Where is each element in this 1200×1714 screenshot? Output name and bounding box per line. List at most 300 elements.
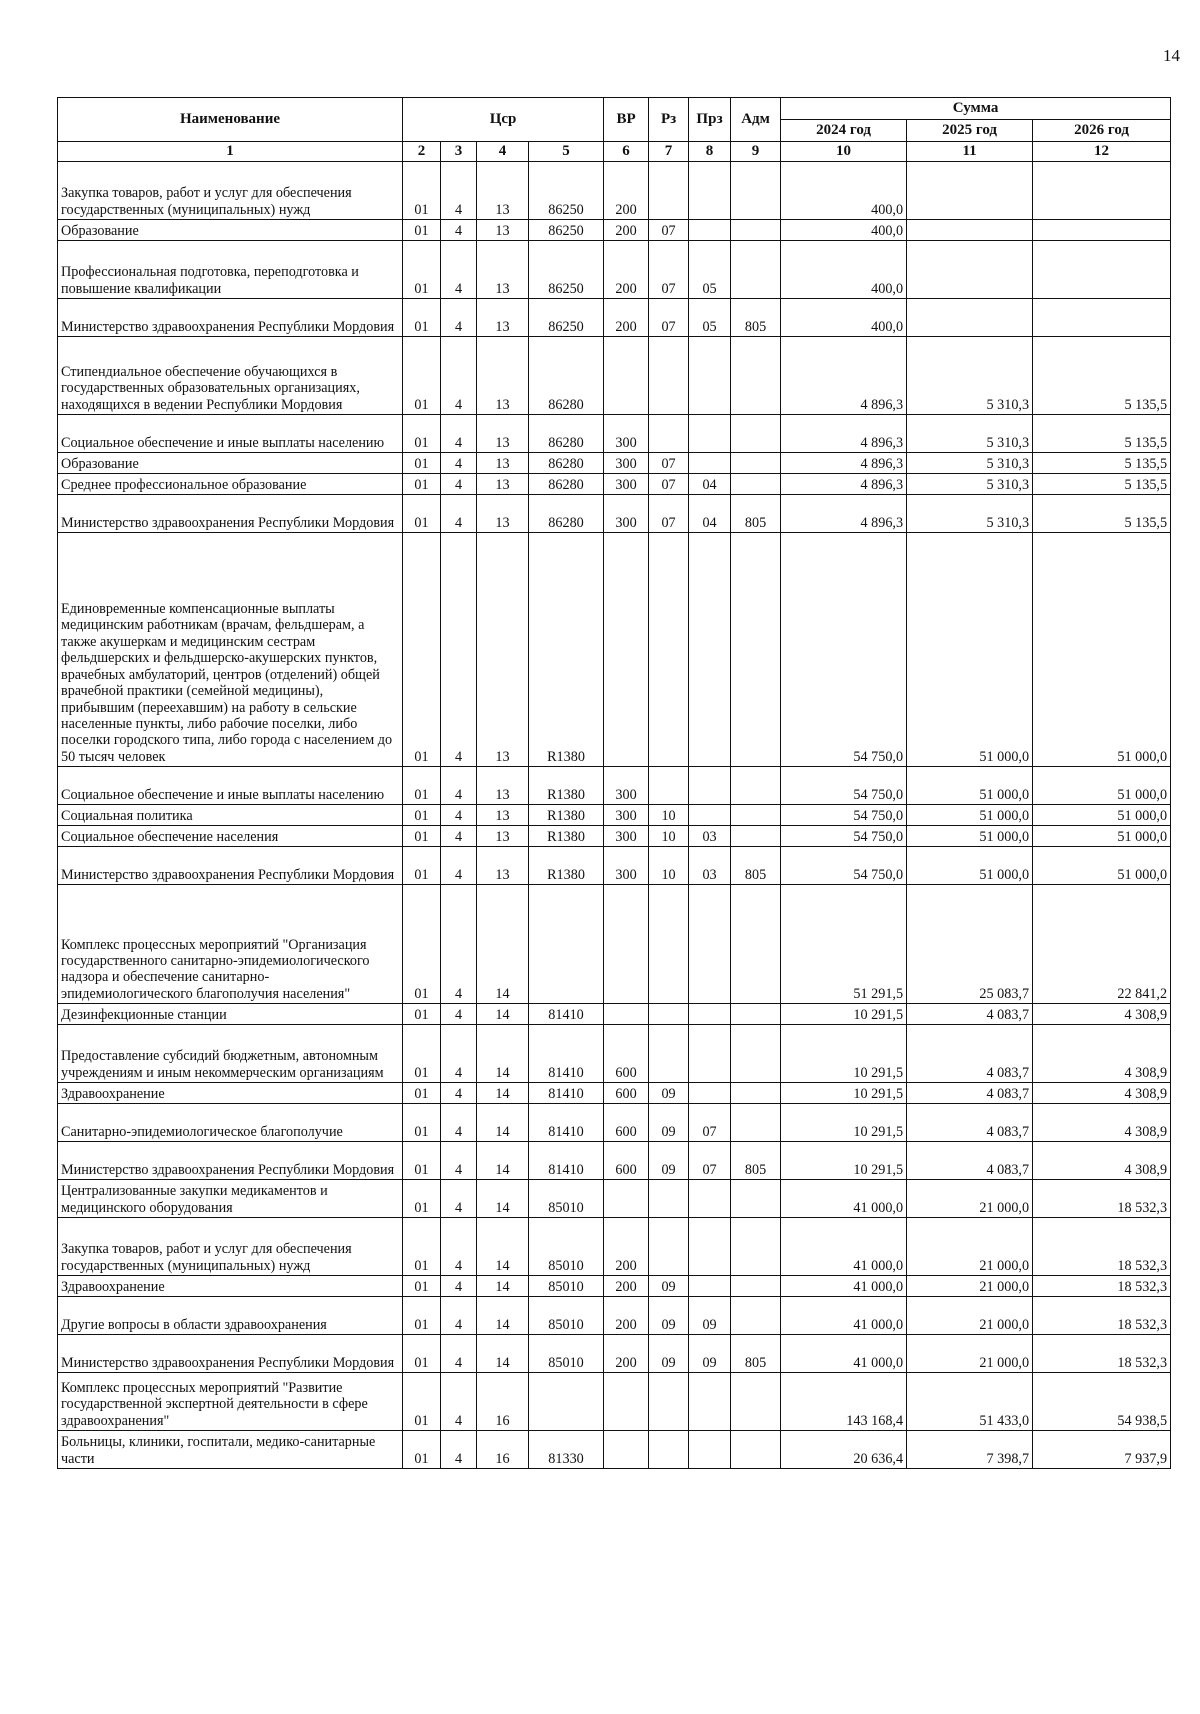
code-rz	[649, 885, 689, 1004]
table-row	[58, 1004, 1171, 1025]
code-adm: 805	[731, 1335, 781, 1373]
code-rz	[649, 1025, 689, 1083]
amount-2024: 41 000,0	[781, 1180, 907, 1218]
amount-2026: 7 937,9	[1033, 1431, 1171, 1469]
code-rz	[649, 1004, 689, 1025]
code-direction: 86280	[529, 495, 604, 533]
code-prz	[689, 1431, 731, 1469]
table-row	[58, 1276, 1171, 1297]
code-vr	[604, 1180, 649, 1218]
amount-2026: 4 308,9	[1033, 1004, 1171, 1025]
amount-2025: 4 083,7	[907, 1025, 1033, 1083]
code-rz	[649, 1373, 689, 1431]
code-prz	[689, 1276, 731, 1297]
code-type: 4	[441, 1083, 477, 1104]
code-direction: 81410	[529, 1083, 604, 1104]
amount-2025: 4 083,7	[907, 1083, 1033, 1104]
table-row	[58, 805, 1171, 826]
row-name: Социальное обеспечение и иные выплаты населению	[58, 767, 403, 805]
column-number: 4	[477, 142, 529, 162]
row-name: Стипендиальное обеспечение обучающихся в государственных образовательных организациях, находящихся в ведении Республики Мордовия	[58, 337, 403, 415]
code-direction: 86280	[529, 415, 604, 453]
code-program: 01	[403, 1276, 441, 1297]
code-adm	[731, 826, 781, 847]
code-direction: 85010	[529, 1180, 604, 1218]
code-adm	[731, 241, 781, 299]
row-name: Министерство здравоохранения Республики Мордовия	[58, 1335, 403, 1373]
code-type: 4	[441, 1218, 477, 1276]
table-row	[58, 1180, 1171, 1218]
code-prz: 04	[689, 474, 731, 495]
code-type: 4	[441, 1335, 477, 1373]
code-program: 01	[403, 1297, 441, 1335]
code-vr: 300	[604, 847, 649, 885]
code-rz: 09	[649, 1104, 689, 1142]
code-type: 4	[441, 241, 477, 299]
amount-2025: 5 310,3	[907, 337, 1033, 415]
code-adm	[731, 1083, 781, 1104]
code-adm	[731, 885, 781, 1004]
code-program: 01	[403, 1004, 441, 1025]
code-prz	[689, 1004, 731, 1025]
table-row	[58, 1142, 1171, 1180]
amount-2026: 18 532,3	[1033, 1297, 1171, 1335]
amount-2026: 4 308,9	[1033, 1142, 1171, 1180]
code-vr	[604, 1373, 649, 1431]
code-subprogram: 13	[477, 241, 529, 299]
code-program: 01	[403, 495, 441, 533]
row-name: Закупка товаров, работ и услуг для обеспечения государственных (муниципальных) нужд	[58, 1218, 403, 1276]
code-subprogram: 14	[477, 1025, 529, 1083]
table-row	[58, 162, 1171, 220]
code-prz	[689, 220, 731, 241]
table-row	[58, 1431, 1171, 1469]
amount-2024: 4 896,3	[781, 337, 907, 415]
amount-2025: 5 310,3	[907, 495, 1033, 533]
amount-2024: 10 291,5	[781, 1004, 907, 1025]
code-subprogram: 13	[477, 826, 529, 847]
code-direction: 86280	[529, 474, 604, 495]
code-program: 01	[403, 453, 441, 474]
amount-2025: 51 000,0	[907, 767, 1033, 805]
amount-2025	[907, 220, 1033, 241]
row-name: Министерство здравоохранения Республики Мордовия	[58, 847, 403, 885]
table-row	[58, 1025, 1171, 1083]
code-direction: 81410	[529, 1104, 604, 1142]
code-direction: 81410	[529, 1142, 604, 1180]
code-prz	[689, 415, 731, 453]
code-type: 4	[441, 1104, 477, 1142]
amount-2026	[1033, 299, 1171, 337]
code-direction: 81330	[529, 1431, 604, 1469]
table-row	[58, 299, 1171, 337]
code-program: 01	[403, 847, 441, 885]
code-subprogram: 14	[477, 1104, 529, 1142]
code-prz	[689, 1218, 731, 1276]
row-name: Больницы, клиники, госпитали, медико-санитарные части	[58, 1431, 403, 1469]
row-name: Социальное обеспечение и иные выплаты населению	[58, 415, 403, 453]
code-rz: 09	[649, 1142, 689, 1180]
code-prz: 05	[689, 299, 731, 337]
page-number: 14	[1163, 46, 1180, 65]
code-adm	[731, 1276, 781, 1297]
code-type: 4	[441, 299, 477, 337]
header-rz: Рз	[649, 98, 689, 142]
code-type: 4	[441, 415, 477, 453]
amount-2025	[907, 241, 1033, 299]
row-name: Дезинфекционные станции	[58, 1004, 403, 1025]
code-adm	[731, 415, 781, 453]
code-rz: 09	[649, 1276, 689, 1297]
code-type: 4	[441, 220, 477, 241]
code-vr: 300	[604, 805, 649, 826]
table-row	[58, 826, 1171, 847]
code-adm	[731, 1004, 781, 1025]
code-prz: 03	[689, 847, 731, 885]
amount-2025: 4 083,7	[907, 1004, 1033, 1025]
row-name: Здравоохранение	[58, 1276, 403, 1297]
row-name: Единовременные компенсационные выплаты медицинским работникам (врачам, фельдшерам, а также акушеркам и медицинским сестрам фельдшерских и фельдшерско-акушерских пунктов, врачебных амбулаторий, центров (отделений) общей врачебной практики (семейной медицины), прибывшим (переехавшим) на работу в сельские населенные пункты, либо рабочие поселки, либо поселки городского типа, либо города с населением до 50 тысяч человек	[58, 533, 403, 767]
code-vr: 600	[604, 1104, 649, 1142]
amount-2026: 5 135,5	[1033, 415, 1171, 453]
header-year-2025: 2025 год	[907, 120, 1033, 142]
code-rz: 10	[649, 805, 689, 826]
code-program: 01	[403, 885, 441, 1004]
code-adm	[731, 337, 781, 415]
code-program: 01	[403, 1180, 441, 1218]
code-adm: 805	[731, 299, 781, 337]
amount-2024: 10 291,5	[781, 1142, 907, 1180]
code-vr: 200	[604, 1335, 649, 1373]
code-vr: 200	[604, 1276, 649, 1297]
amount-2025: 7 398,7	[907, 1431, 1033, 1469]
code-program: 01	[403, 533, 441, 767]
code-prz	[689, 453, 731, 474]
code-rz: 07	[649, 474, 689, 495]
column-number: 12	[1033, 142, 1171, 162]
row-name: Другие вопросы в области здравоохранения	[58, 1297, 403, 1335]
column-number: 2	[403, 142, 441, 162]
header-vr: ВР	[604, 98, 649, 142]
code-direction: 86250	[529, 220, 604, 241]
code-program: 01	[403, 1104, 441, 1142]
amount-2025: 5 310,3	[907, 415, 1033, 453]
code-subprogram: 16	[477, 1373, 529, 1431]
code-type: 4	[441, 162, 477, 220]
amount-2025	[907, 299, 1033, 337]
code-vr: 300	[604, 767, 649, 805]
table-row	[58, 1104, 1171, 1142]
row-name: Санитарно-эпидемиологическое благополучие	[58, 1104, 403, 1142]
code-vr: 300	[604, 453, 649, 474]
code-subprogram: 14	[477, 885, 529, 1004]
code-adm	[731, 767, 781, 805]
row-name: Министерство здравоохранения Республики Мордовия	[58, 495, 403, 533]
code-prz	[689, 1180, 731, 1218]
row-name: Образование	[58, 453, 403, 474]
code-program: 01	[403, 474, 441, 495]
code-adm: 805	[731, 1142, 781, 1180]
code-program: 01	[403, 241, 441, 299]
code-program: 01	[403, 220, 441, 241]
amount-2026: 51 000,0	[1033, 533, 1171, 767]
code-prz	[689, 1083, 731, 1104]
code-program: 01	[403, 1218, 441, 1276]
column-number: 10	[781, 142, 907, 162]
code-adm	[731, 805, 781, 826]
code-vr: 300	[604, 474, 649, 495]
code-prz: 03	[689, 826, 731, 847]
code-rz: 10	[649, 847, 689, 885]
column-number: 9	[731, 142, 781, 162]
code-subprogram: 13	[477, 299, 529, 337]
column-number: 5	[529, 142, 604, 162]
header-year-2026: 2026 год	[1033, 120, 1171, 142]
table-row	[58, 1335, 1171, 1373]
code-prz	[689, 885, 731, 1004]
code-subprogram: 14	[477, 1276, 529, 1297]
code-rz	[649, 162, 689, 220]
code-prz: 09	[689, 1335, 731, 1373]
code-prz: 05	[689, 241, 731, 299]
code-type: 4	[441, 1025, 477, 1083]
amount-2024: 400,0	[781, 299, 907, 337]
code-direction: 86250	[529, 162, 604, 220]
code-type: 4	[441, 1180, 477, 1218]
code-direction: 86250	[529, 241, 604, 299]
table-row	[58, 474, 1171, 495]
row-name: Министерство здравоохранения Республики Мордовия	[58, 299, 403, 337]
code-program: 01	[403, 1335, 441, 1373]
code-rz: 10	[649, 826, 689, 847]
row-name: Комплекс процессных мероприятий "Развитие государственной экспертной деятельности в сфере здравоохранения"	[58, 1373, 403, 1431]
code-adm	[731, 1180, 781, 1218]
code-prz	[689, 162, 731, 220]
code-subprogram: 13	[477, 847, 529, 885]
code-direction: 85010	[529, 1276, 604, 1297]
amount-2025: 51 433,0	[907, 1373, 1033, 1431]
amount-2025: 4 083,7	[907, 1104, 1033, 1142]
amount-2025: 21 000,0	[907, 1297, 1033, 1335]
code-rz: 07	[649, 220, 689, 241]
amount-2024: 41 000,0	[781, 1335, 907, 1373]
code-direction: 85010	[529, 1297, 604, 1335]
code-vr: 200	[604, 1297, 649, 1335]
code-rz: 09	[649, 1335, 689, 1373]
amount-2025: 25 083,7	[907, 885, 1033, 1004]
code-type: 4	[441, 805, 477, 826]
amount-2024: 4 896,3	[781, 474, 907, 495]
code-type: 4	[441, 767, 477, 805]
table-row	[58, 1083, 1171, 1104]
code-subprogram: 14	[477, 1297, 529, 1335]
table-header	[58, 98, 1171, 162]
code-subprogram: 14	[477, 1218, 529, 1276]
code-vr: 200	[604, 1218, 649, 1276]
amount-2025: 21 000,0	[907, 1218, 1033, 1276]
row-name: Министерство здравоохранения Республики Мордовия	[58, 1142, 403, 1180]
code-prz	[689, 767, 731, 805]
column-number: 3	[441, 142, 477, 162]
code-rz	[649, 767, 689, 805]
code-adm: 805	[731, 847, 781, 885]
code-program: 01	[403, 1373, 441, 1431]
row-name: Здравоохранение	[58, 1083, 403, 1104]
amount-2025: 51 000,0	[907, 805, 1033, 826]
amount-2025: 21 000,0	[907, 1180, 1033, 1218]
code-subprogram: 14	[477, 1083, 529, 1104]
code-rz	[649, 1431, 689, 1469]
code-direction	[529, 885, 604, 1004]
code-rz: 09	[649, 1083, 689, 1104]
amount-2025: 51 000,0	[907, 826, 1033, 847]
code-subprogram: 13	[477, 474, 529, 495]
code-subprogram: 14	[477, 1180, 529, 1218]
code-vr: 200	[604, 162, 649, 220]
amount-2026: 18 532,3	[1033, 1218, 1171, 1276]
code-vr: 600	[604, 1025, 649, 1083]
column-number: 6	[604, 142, 649, 162]
code-prz	[689, 337, 731, 415]
amount-2026: 51 000,0	[1033, 847, 1171, 885]
column-number: 8	[689, 142, 731, 162]
amount-2024: 51 291,5	[781, 885, 907, 1004]
code-direction: 86280	[529, 337, 604, 415]
code-type: 4	[441, 474, 477, 495]
code-subprogram: 13	[477, 533, 529, 767]
amount-2024: 54 750,0	[781, 533, 907, 767]
code-program: 01	[403, 337, 441, 415]
amount-2024: 143 168,4	[781, 1373, 907, 1431]
table-row	[58, 337, 1171, 415]
code-rz: 07	[649, 453, 689, 474]
code-adm	[731, 474, 781, 495]
code-rz: 07	[649, 241, 689, 299]
amount-2025: 5 310,3	[907, 453, 1033, 474]
amount-2024: 20 636,4	[781, 1431, 907, 1469]
row-name: Образование	[58, 220, 403, 241]
table-row	[58, 453, 1171, 474]
table-row	[58, 1297, 1171, 1335]
amount-2024: 400,0	[781, 162, 907, 220]
code-type: 4	[441, 847, 477, 885]
code-program: 01	[403, 1083, 441, 1104]
code-rz	[649, 1180, 689, 1218]
table-row	[58, 220, 1171, 241]
code-subprogram: 13	[477, 805, 529, 826]
amount-2024: 54 750,0	[781, 767, 907, 805]
code-program: 01	[403, 826, 441, 847]
amount-2026: 5 135,5	[1033, 337, 1171, 415]
code-vr	[604, 337, 649, 415]
code-direction: R1380	[529, 847, 604, 885]
code-subprogram: 14	[477, 1142, 529, 1180]
table-row	[58, 767, 1171, 805]
table-row	[58, 847, 1171, 885]
row-name: Профессиональная подготовка, переподготовка и повышение квалификации	[58, 241, 403, 299]
code-prz	[689, 533, 731, 767]
code-vr: 300	[604, 826, 649, 847]
header-prz: Прз	[689, 98, 731, 142]
code-program: 01	[403, 767, 441, 805]
amount-2024: 54 750,0	[781, 805, 907, 826]
code-direction: 86250	[529, 299, 604, 337]
code-type: 4	[441, 1142, 477, 1180]
amount-2024: 4 896,3	[781, 453, 907, 474]
code-subprogram: 13	[477, 162, 529, 220]
column-number: 1	[58, 142, 403, 162]
code-prz: 09	[689, 1297, 731, 1335]
code-program: 01	[403, 1025, 441, 1083]
amount-2026: 18 532,3	[1033, 1276, 1171, 1297]
amount-2026: 18 532,3	[1033, 1335, 1171, 1373]
code-vr	[604, 1431, 649, 1469]
table-row	[58, 1373, 1171, 1431]
code-prz: 07	[689, 1142, 731, 1180]
code-subprogram: 14	[477, 1004, 529, 1025]
amount-2026: 5 135,5	[1033, 495, 1171, 533]
row-name: Социальное обеспечение населения	[58, 826, 403, 847]
table-row	[58, 415, 1171, 453]
code-type: 4	[441, 885, 477, 1004]
code-type: 4	[441, 1276, 477, 1297]
amount-2026: 5 135,5	[1033, 474, 1171, 495]
code-direction	[529, 1373, 604, 1431]
code-direction: 81410	[529, 1004, 604, 1025]
code-adm	[731, 1431, 781, 1469]
code-rz	[649, 1218, 689, 1276]
table-row	[58, 495, 1171, 533]
table-row	[58, 1218, 1171, 1276]
amount-2024: 400,0	[781, 241, 907, 299]
code-vr: 200	[604, 299, 649, 337]
code-adm	[731, 453, 781, 474]
code-direction: 86280	[529, 453, 604, 474]
amount-2024: 400,0	[781, 220, 907, 241]
code-vr: 200	[604, 241, 649, 299]
amount-2024: 41 000,0	[781, 1218, 907, 1276]
code-vr: 300	[604, 495, 649, 533]
code-adm	[731, 1297, 781, 1335]
code-vr	[604, 533, 649, 767]
code-vr: 600	[604, 1083, 649, 1104]
header-naimenovanie: Наименование	[58, 98, 403, 142]
table-row	[58, 885, 1171, 1004]
amount-2026	[1033, 241, 1171, 299]
code-program: 01	[403, 415, 441, 453]
code-rz	[649, 533, 689, 767]
code-prz: 07	[689, 1104, 731, 1142]
amount-2026: 4 308,9	[1033, 1104, 1171, 1142]
code-direction: R1380	[529, 767, 604, 805]
code-adm: 805	[731, 495, 781, 533]
code-direction: R1380	[529, 826, 604, 847]
code-prz	[689, 1373, 731, 1431]
amount-2024: 10 291,5	[781, 1104, 907, 1142]
code-subprogram: 13	[477, 767, 529, 805]
column-number-row	[58, 142, 1171, 162]
code-program: 01	[403, 1142, 441, 1180]
table-row	[58, 241, 1171, 299]
header-tsr: Цср	[403, 98, 604, 142]
amount-2026: 51 000,0	[1033, 805, 1171, 826]
amount-2024: 54 750,0	[781, 826, 907, 847]
code-program: 01	[403, 1431, 441, 1469]
code-type: 4	[441, 533, 477, 767]
amount-2024: 10 291,5	[781, 1083, 907, 1104]
code-adm	[731, 1025, 781, 1083]
amount-2025: 21 000,0	[907, 1335, 1033, 1373]
